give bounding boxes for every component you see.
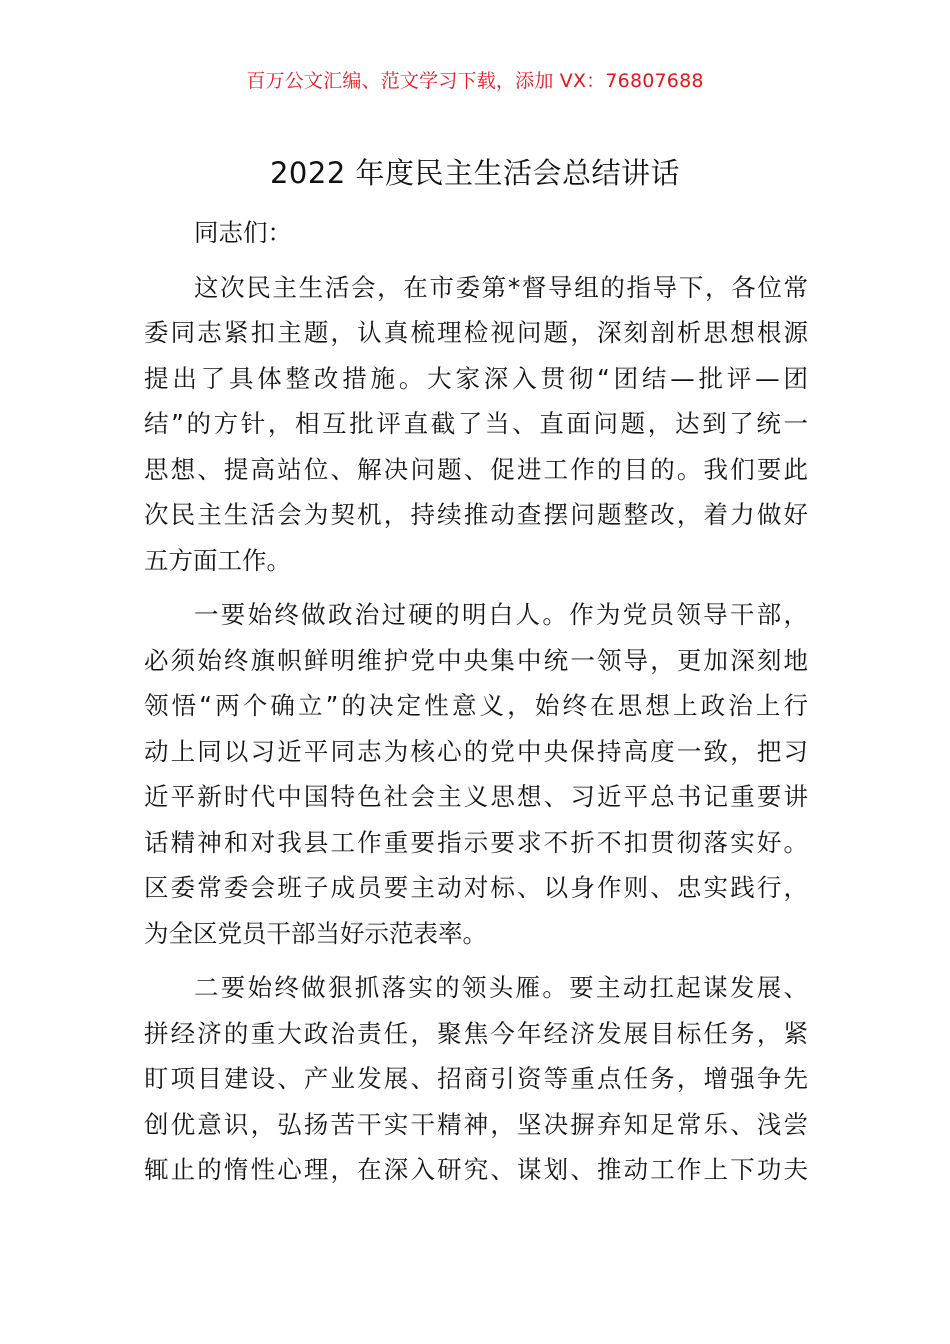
- text-line: 区委常委会班子成员要主动对标、以身作则、忠实践行，: [144, 873, 808, 902]
- text-line: 创优意识，弘扬苦干实干精神，坚决摒弃知足常乐、浅尝: [144, 1109, 808, 1139]
- text-line: 五方面工作。: [144, 545, 291, 575]
- text-line: 这次民主生活会，在市委第*督导组的指导下，各位常: [194, 272, 808, 302]
- text-line: 动上同以习近平同志为核心的党中央保持高度一致，把习: [144, 736, 808, 766]
- text-line: 思想、提高站位、解决问题、促进工作的目的。我们要此: [144, 454, 808, 484]
- text-line: 提出了具体整改措施。大家深入贯彻“团结—批评—团: [144, 363, 808, 393]
- text-line: 盯项目建设、产业发展、招商引资等重点任务，增强争先: [144, 1064, 808, 1093]
- paragraph-gap: [144, 256, 808, 265]
- paragraph-point-two: [144, 965, 808, 1193]
- paragraph-gap: [144, 956, 808, 965]
- text-line: 委同志紧扣主题，认真梳理检视问题，深刻剖析思想根源: [144, 318, 808, 347]
- text-line: 近平新时代中国特色社会主义思想、习近平总书记重要讲: [144, 782, 808, 811]
- text-line: 为全区党员干部当好示范表率。: [144, 918, 487, 948]
- text-line: 辄止的惰性心理，在深入研究、谋划、推动工作上下功夫: [144, 1155, 808, 1184]
- paragraph-gap: [144, 583, 808, 592]
- text-line: 拼经济的重大政治责任，聚焦今年经济发展目标任务，紧: [144, 1018, 808, 1048]
- salutation: 同志们：: [194, 218, 292, 247]
- paragraph-point-one: [144, 592, 808, 956]
- text-line: 话精神和对我县工作重要指示要求不折不扣贯彻落实好。: [144, 827, 808, 857]
- text-line: 次民主生活会为契机，持续推动查摆问题整改，着力做好: [144, 500, 808, 529]
- text-line: 必须始终旗帜鲜明维护党中央集中统一领导，更加深刻地: [144, 645, 808, 675]
- paragraph-intro: [144, 265, 808, 584]
- text-line: 结”的方针，相互批评直截了当、直面问题，达到了统一: [144, 409, 808, 438]
- text-line: 二要始终做狠抓落实的领头雁。要主动扛起谋发展、: [194, 973, 808, 1002]
- document-title: 2022 年度民主生活会总结讲话: [269, 156, 681, 190]
- text-line: 领悟“两个确立”的决定性意义，始终在思想上政治上行: [144, 691, 808, 720]
- document-body: [144, 210, 808, 1193]
- watermark-banner: 百万公文汇编、范文学习下载，添加 VX：76807688: [246, 70, 704, 92]
- text-line: 一要始终做政治过硬的明白人。作为党员领导干部，: [194, 600, 808, 629]
